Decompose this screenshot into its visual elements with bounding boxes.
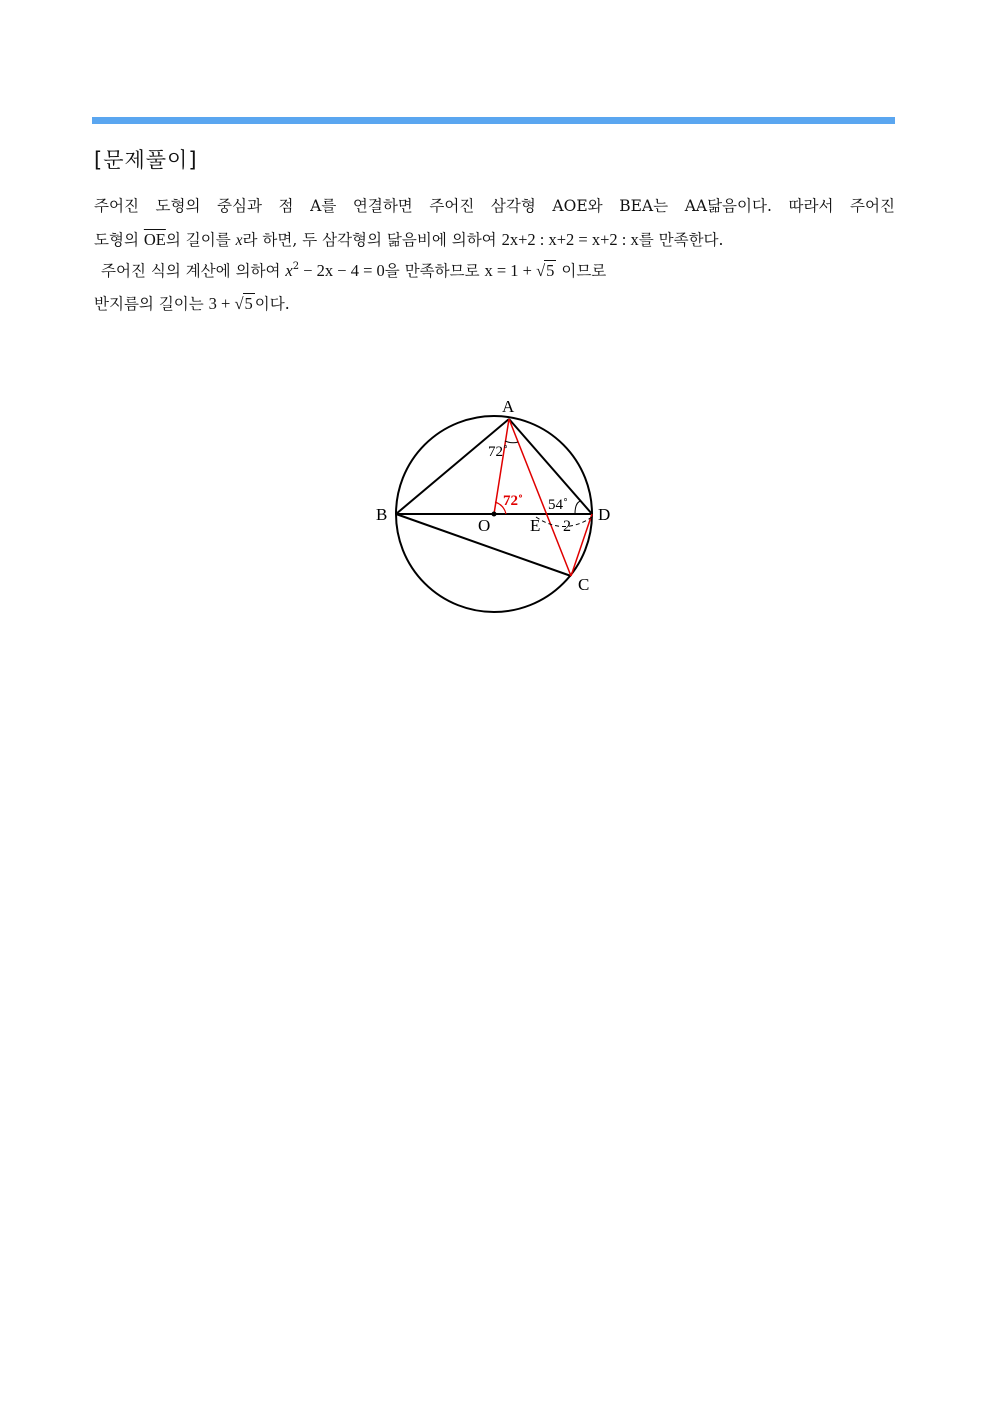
angle-arc-d bbox=[575, 501, 581, 514]
word: AA닮음이다. bbox=[684, 197, 772, 215]
exponent: 2 bbox=[292, 261, 300, 272]
word: 주어진 bbox=[94, 197, 139, 215]
word: AOE와 bbox=[552, 197, 603, 215]
angle-arc-a bbox=[505, 441, 518, 443]
text: 주어진 식의 계산에 의하여 bbox=[101, 262, 286, 280]
quadratic-rest: − 2x − 4 = 0 bbox=[299, 261, 385, 280]
segment-cd bbox=[571, 514, 592, 576]
segment-ab bbox=[396, 419, 509, 514]
word: A를 bbox=[310, 197, 337, 215]
word: 연결하면 bbox=[352, 197, 413, 215]
length-label-ed: 2 bbox=[563, 518, 571, 535]
label-e: E bbox=[530, 516, 541, 535]
variable-x: x bbox=[235, 232, 243, 249]
text: 라 하면, 두 삼각형의 닮음비에 의하여 bbox=[242, 231, 502, 249]
center-point bbox=[492, 512, 497, 517]
solution-line-1 bbox=[94, 194, 895, 216]
word: 중심과 bbox=[217, 197, 262, 215]
radicand: 5 bbox=[244, 294, 253, 313]
word: 주어진 bbox=[429, 197, 475, 215]
label-o: O bbox=[478, 516, 491, 535]
solution-line-2 bbox=[94, 228, 895, 250]
label-d: D bbox=[598, 505, 611, 524]
word: 도형의 bbox=[155, 197, 201, 215]
angle-label-d: 54˚ bbox=[548, 497, 568, 513]
proportion-equation: 2x+2 : x+2 = x+2 : x bbox=[501, 230, 639, 249]
text: 의 길이를 bbox=[165, 231, 236, 249]
text: 이다. bbox=[254, 295, 290, 313]
solution-line-4 bbox=[94, 292, 895, 314]
text: 를 만족한다. bbox=[638, 231, 724, 249]
segment-oe: $\overline{OE}$ bbox=[143, 230, 166, 249]
text: 이므로 bbox=[556, 262, 607, 280]
word: 삼각형 bbox=[490, 197, 536, 215]
solution-line-3 bbox=[101, 259, 902, 281]
quadratic-x: x bbox=[285, 261, 293, 280]
text: 을 만족하므로 bbox=[384, 262, 485, 280]
circle-diagram bbox=[360, 390, 640, 630]
text: 반지름의 길이는 bbox=[94, 295, 209, 313]
radicand: 5 bbox=[546, 261, 555, 280]
word: 점 bbox=[278, 197, 294, 215]
label-c: C bbox=[578, 575, 590, 594]
angle-label-o: 72˚ bbox=[503, 493, 523, 509]
word: 주어진 bbox=[850, 197, 895, 215]
geometry-figure bbox=[360, 390, 640, 634]
section-heading: [문제풀이] bbox=[94, 148, 198, 172]
word: BEA는 bbox=[619, 197, 669, 215]
angle-label-a: 72˚ bbox=[488, 444, 508, 460]
solution-x: x = 1 + √ bbox=[484, 261, 546, 280]
top-accent-bar bbox=[92, 117, 895, 124]
label-a: A bbox=[502, 397, 515, 416]
word: 따라서 bbox=[788, 197, 834, 215]
label-b: B bbox=[376, 505, 388, 524]
text: 도형의 bbox=[94, 231, 144, 249]
radius-value: 3 + √ bbox=[208, 294, 244, 313]
